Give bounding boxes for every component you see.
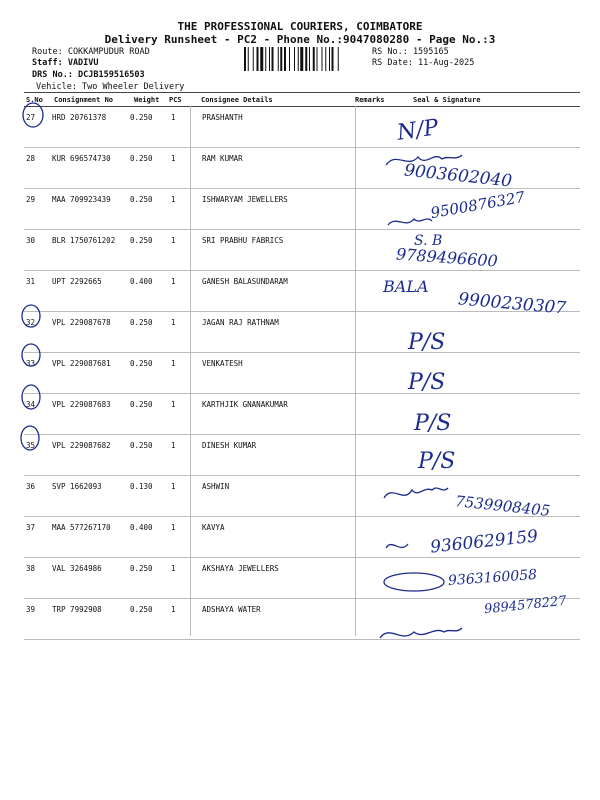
signature-squiggle (380, 628, 462, 638)
cell-sno: 35 (26, 441, 36, 450)
cell-pcs: 1 (171, 482, 176, 491)
handwritten-name: BALA (383, 277, 429, 296)
col-pcs: PCS (169, 96, 182, 104)
cell-consignment: HRD 20761378 (52, 113, 107, 122)
cell-consignee: ASHWIN (202, 482, 230, 491)
cell-consignment: BLR 1750761202 (52, 236, 116, 245)
col-weight: Weight (134, 96, 160, 104)
cell-weight: 0.250 (130, 605, 153, 614)
handwritten-note: N/P (395, 115, 441, 146)
vehicle-label: Vehicle: Two Wheeler Delivery (36, 82, 185, 92)
cell-pcs: 1 (171, 523, 176, 532)
handwritten-phone: 9363160058 (447, 566, 538, 590)
cell-weight: 0.400 (130, 277, 153, 286)
handwritten-phone: 9003602040 (403, 160, 513, 192)
cell-consignment: VAL 3264986 (52, 564, 102, 573)
cell-consignment: UPT 2292665 (52, 277, 102, 286)
cell-consignee: ADSHAYA WATER (202, 605, 261, 614)
cell-consignment: KUR 696574730 (52, 154, 111, 163)
signature-squiggle (386, 544, 408, 548)
cell-sno: 30 (26, 236, 36, 245)
handwritten-name: S. B (414, 233, 443, 249)
handwritten-note: P/S (408, 370, 446, 395)
cell-consignment: VPL 229087683 (52, 400, 111, 409)
handwritten-phone: 9894578227 (483, 593, 568, 618)
cell-pcs: 1 (171, 154, 176, 163)
cell-weight: 0.250 (130, 195, 153, 204)
cell-consignee: SRI PRABHU FABRICS (202, 236, 284, 245)
cell-weight: 0.250 (130, 154, 153, 163)
cell-consignee: KAVYA (202, 523, 225, 532)
circle-mark (23, 103, 43, 127)
circle-mark (22, 305, 40, 327)
cell-weight: 0.250 (130, 400, 153, 409)
cell-weight: 0.400 (130, 523, 153, 532)
cell-weight: 0.250 (130, 564, 153, 573)
cell-consignee: DINESH KUMAR (202, 441, 257, 450)
handwritten-phone: 9789496600 (395, 244, 499, 271)
cell-pcs: 1 (171, 277, 176, 286)
handwritten-phone: 7539908405 (454, 492, 552, 520)
col-seal: Seal & Signature (413, 96, 481, 104)
cell-consignee: GANESH BALASUNDARAM (202, 277, 288, 286)
rs-number: RS No.: 1595165 (372, 47, 449, 57)
cell-weight: 0.250 (130, 236, 153, 245)
cell-pcs: 1 (171, 359, 176, 368)
signature-squiggle (388, 219, 432, 225)
cell-consignee: PRASHANTH (202, 113, 243, 122)
cell-weight: 0.250 (130, 113, 153, 122)
cell-pcs: 1 (171, 441, 176, 450)
cell-consignment: TRP 7992908 (52, 605, 102, 614)
handwritten-phone: 9500876327 (429, 187, 527, 223)
handwritten-note: P/S (414, 411, 452, 436)
company-title: THE PROFESSIONAL COURIERS, COIMBATORE (177, 20, 423, 33)
handwritten-note: P/S (418, 449, 456, 474)
cell-weight: 0.130 (130, 482, 153, 491)
cell-consignee: AKSHAYA JEWELLERS (202, 564, 279, 573)
signature-squiggle (384, 573, 444, 591)
drs-label: DRS No.: DCJB159516503 (32, 70, 145, 80)
col-remarks: Remarks (355, 96, 385, 104)
cell-sno: 37 (26, 523, 36, 532)
rs-date: RS Date: 11-Aug-2025 (372, 58, 475, 68)
cell-consignment: MAA 709923439 (52, 195, 111, 204)
cell-weight: 0.250 (130, 359, 153, 368)
col-sno: S.No (26, 96, 43, 104)
cell-consignment: SVP 1662093 (52, 482, 102, 491)
cell-sno: 39 (26, 605, 36, 614)
cell-consignee: ISHWARYAM JEWELLERS (202, 195, 288, 204)
cell-consignee: KARTHJIK GNANAKUMAR (202, 400, 288, 409)
circle-mark (22, 344, 40, 366)
cell-sno: 34 (26, 400, 36, 409)
cell-consignment: VPL 229087682 (52, 441, 111, 450)
cell-consignee: RAM KUMAR (202, 154, 243, 163)
cell-sno: 36 (26, 482, 36, 491)
staff-label: Staff: VADIVU (32, 58, 99, 68)
cell-consignee: VENKATESH (202, 359, 243, 368)
cell-pcs: 1 (171, 113, 176, 122)
handwritten-phone: 9360629159 (429, 526, 539, 558)
cell-sno: 32 (26, 318, 36, 327)
cell-weight: 0.250 (130, 441, 153, 450)
runsheet-subtitle: Delivery Runsheet - PC2 - Phone No.:9047080280 - Page No.:3 (104, 33, 496, 46)
cell-sno: 38 (26, 564, 36, 573)
cell-consignment: MAA 577267170 (52, 523, 111, 532)
cell-pcs: 1 (171, 236, 176, 245)
cell-weight: 0.250 (130, 318, 153, 327)
cell-sno: 29 (26, 195, 36, 204)
cell-pcs: 1 (171, 318, 176, 327)
handwritten-note: P/S (408, 330, 446, 355)
cell-sno: 28 (26, 154, 36, 163)
cell-sno: 33 (26, 359, 36, 368)
cell-consignee: JAGAN RAJ RATHNAM (202, 318, 279, 327)
cell-sno: 27 (26, 113, 36, 122)
signature-squiggle (384, 488, 448, 498)
circle-mark (22, 385, 40, 409)
route-label: Route: COKKAMPUDUR ROAD (32, 47, 150, 57)
cell-pcs: 1 (171, 564, 176, 573)
col-consignment: Consignment No (54, 96, 114, 104)
col-consignee: Consignee Details (201, 96, 273, 104)
circle-mark (21, 426, 39, 450)
cell-consignment: VPL 229087678 (52, 318, 111, 327)
cell-pcs: 1 (171, 605, 176, 614)
cell-pcs: 1 (171, 400, 176, 409)
cell-pcs: 1 (171, 195, 176, 204)
cell-consignment: VPL 229087681 (52, 359, 111, 368)
handwritten-phone: 9900230307 (457, 289, 567, 319)
cell-sno: 31 (26, 277, 36, 286)
